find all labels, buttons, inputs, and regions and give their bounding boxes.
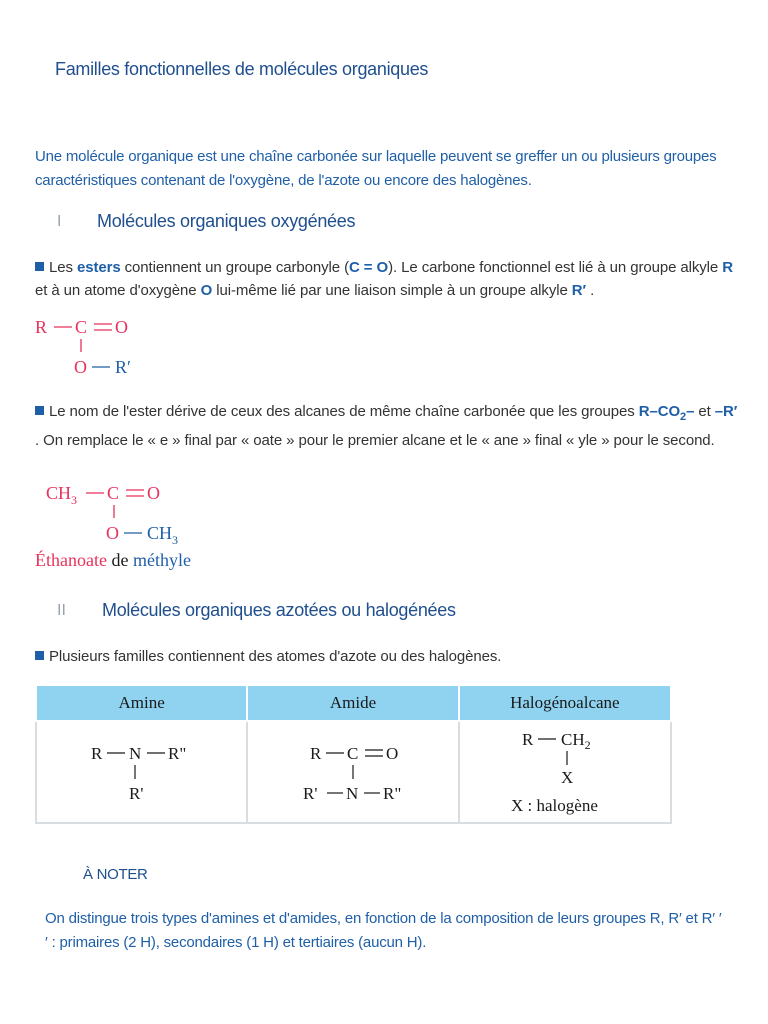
esters-term: esters xyxy=(76,259,121,276)
amide-formula xyxy=(288,737,418,807)
svg-text:R: R xyxy=(309,744,322,763)
bullet-icon xyxy=(35,406,44,415)
svg-text:O: O xyxy=(147,483,160,503)
halogenoalcane-formula xyxy=(500,727,630,817)
svg-text:O: O xyxy=(385,744,399,763)
svg-text:R': R' xyxy=(128,784,144,803)
halogen-legend: X : halogène xyxy=(510,796,598,815)
note-title: À NOTER xyxy=(83,866,148,883)
svg-text:R′: R′ xyxy=(115,357,131,377)
table-header: Halogénoalcane xyxy=(459,685,671,721)
bullet-icon xyxy=(35,651,44,660)
ester-naming-paragraph: Le nom de l'ester dérive de ceux des alcanes de même chaîne carbonée que les groupes $R-CO_2-$ et –R′ . On remplace le « e » final par « oate » pour le premier alcane et le « ane » final « yle » pour le second. xyxy=(35,403,738,449)
svg-text:O: O xyxy=(115,317,128,337)
svg-text:N: N xyxy=(128,744,141,763)
halogenoalcane-cell xyxy=(459,721,671,823)
section-1-title: Molécules organiques oxygénées xyxy=(97,211,356,231)
esters-paragraph: Les esters contiennent un groupe carbonyle (C = O). Le carbone fonctionnel est lié à un groupe alkyle R et à un atome d'oxygène O lui-même lié par une liaison simple à un groupe alkyle R′ . xyxy=(35,259,733,299)
svg-text:CH2: $CH_2$ xyxy=(560,730,591,752)
families-paragraph: Plusieurs familles contiennent des atomes d'azote ou des halogènes. xyxy=(35,645,745,668)
svg-text:R": R" xyxy=(382,784,402,803)
intro-paragraph: Une molécule organique est une chaîne carbonée sur laquelle peuvent se greffer un ou plusieurs groupes caractéristiques contenant de l'oxygène, de l'azote ou encore des halogènes. xyxy=(35,148,717,189)
bullet-icon xyxy=(35,262,44,271)
note-text: On distingue trois types d'amines et d'amides, en fonction de la composition de leurs groupes R, R′ et R′ ′ ′ : primaires (2 H), secondaires (1 H) et tertiaires (aucun H). xyxy=(45,910,722,951)
svg-text:C: C xyxy=(346,744,359,763)
amide-cell xyxy=(247,721,458,823)
svg-text:CH3: $CH_3$ xyxy=(46,483,78,507)
svg-text:C: C xyxy=(75,317,88,337)
svg-text:R: R xyxy=(521,730,534,749)
svg-text:C: C xyxy=(107,483,120,503)
svg-text:R: R xyxy=(90,744,102,763)
section-1-number: I xyxy=(57,213,62,230)
svg-text:R': R' xyxy=(302,784,318,803)
svg-text:CH3: $CH_3$ xyxy=(147,523,179,547)
svg-text:O: O xyxy=(106,523,119,543)
table-header: Amide xyxy=(247,685,458,721)
amine-formula xyxy=(77,737,207,807)
svg-text:R: R xyxy=(35,317,48,337)
page-title: Familles fonctionnelles de molécules organiques xyxy=(55,59,429,79)
svg-text:N: N xyxy=(345,784,359,803)
methyl-ethanoate-formula xyxy=(40,478,220,548)
ester-name: Éthanoate de méthyle xyxy=(35,550,191,570)
svg-text:O: O xyxy=(74,357,87,377)
amine-cell xyxy=(36,721,247,823)
section-2-number: II xyxy=(57,602,66,619)
families-table xyxy=(35,684,672,824)
ester-general-formula xyxy=(30,312,160,382)
table-header: Amine xyxy=(36,685,247,721)
section-2-title: Molécules organiques azotées ou halogénées xyxy=(102,600,456,620)
svg-text:X: X xyxy=(560,768,574,787)
svg-text:R": R" xyxy=(167,744,186,763)
